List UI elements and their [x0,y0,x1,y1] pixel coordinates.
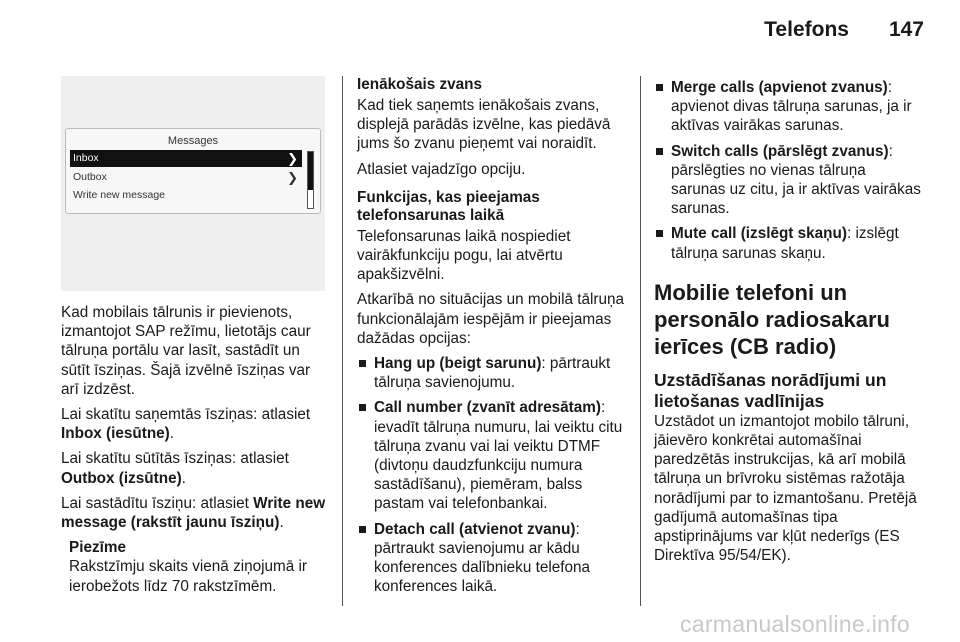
note-text: Rakstzīmju skaits vienā ziņojumā ir ierobežots līdz 70 rakstzīmēm. [69,558,308,595]
call-options-list [357,354,627,596]
menu-item-write-new-message: Write new message [73,189,166,201]
heading-installation-guidelines: Uzstādīšanas norādījumi un lietošanas vadlīnijas [654,369,887,411]
section-title: Telefons [764,18,849,41]
paragraph-incoming-call: Kad tiek saņemts ienākošais zvans, displejā parādās izvēlne, kas piedāvā jums šo zvanu pieņemt vai noraidīt. [357,97,611,153]
menu-item-inbox: Inbox ❯ [70,150,302,167]
note-title: Piezīme [69,539,126,557]
page-header [764,18,924,48]
bullet-square-icon [656,148,663,155]
paragraph-installation: Uzstādot un izmantojot mobilo tālruni, jāievēro konkrētai automašīnai paredzētās instrukcijas, kā arī mobilā tālruņa un brīvroku sistēmas ražotāja norādījumi par to izmantošanu. Pretējā gadījumā automašīnas tipa apstiprinājums var kļūt nederīgs (ES Direktīva 95/54/EK). [654,412,917,565]
bullet-square-icon [359,526,366,533]
bullet-square-icon [359,360,366,367]
list-item: Mute call (izslēgt skaņu): izslēgt tālruņa sarunas skaņu. [654,224,924,262]
note-block [61,538,331,596]
messages-menu-title: Messages [167,135,219,147]
column-divider [342,76,343,606]
bullet-square-icon [359,404,366,411]
list-item: Call number (zvanīt adresātam): ievadīt tālruņa numuru, lai veiktu citu tālruņa zvanu vai lai veiktu DTMF (divtoņu daudzfunkciju numura sastādīšanu), piemēram, balss pastam vai telefonbankai. [357,398,627,513]
heading-incoming-call: Ienākošais zvans [357,76,482,93]
paragraph-inbox: Lai skatītu saņemtās īsziņas: atlasiet Inbox (iesūtne). [61,406,311,443]
paragraph-sap-intro: Kad mobilais tālrunis ir pievienots, izmantojot SAP režīmu, lietotājs caur tālruņa portālu var lasīt, sastādīt un sūtīt īsziņas. Šajā izvēlnē īsziņas var arī izdzēst. [61,304,311,398]
paragraph-call-functions: Telefonsarunas laikā nospiediet vairākfunkciju pogu, lai atvērtu apakšizvēlni. [357,227,571,284]
heading-call-functions: Funkcijas, kas pieejamas telefonsarunas laikā [357,188,540,224]
list-item: Hang up (beigt sarunu): pārtraukt tālruņa savienojumu. [357,354,627,392]
paragraph-options: Atkarībā no situācijas un mobilā tālruņa funkcionālajām iespējām ir pieejamas dažādas opcijas: [357,291,624,347]
chevron-right-icon: ❯ [287,151,298,166]
paragraph-write-message: Lai sastādītu īsziņu: atlasiet Write new message (rakstīt jaunu īsziņu). [61,494,326,532]
column-right [654,76,924,571]
list-item: Merge calls (apvienot zvanus): apvienot divas tālruņa sarunas, ja ir aktīvas vairākas sarunas. [654,78,924,136]
display-screenshot [61,76,325,291]
column-middle [357,76,627,602]
menu-scrollbar [307,151,314,209]
paragraph-outbox: Lai skatītu sūtītās īsziņas: atlasiet Outbox (izsūtne). [61,450,289,487]
paragraph-select-option: Atlasiet vajadzīgo opciju. [357,160,526,178]
column-left [61,76,331,596]
column-divider [640,76,641,606]
list-item: Switch calls (pārslēgt zvanus): pārslēgties no vienas tālruņa sarunas uz citu, ja ir aktīvas vairākas sarunas. [654,142,924,219]
bullet-square-icon [656,230,663,237]
chevron-right-icon: ❯ [287,170,298,185]
bullet-square-icon [656,84,663,91]
page-number: 147 [888,18,924,41]
scrollbar-thumb [308,152,313,190]
watermark: carmanualsonline.info [679,611,910,637]
list-item: Detach call (atvienot zvanu): pārtraukt savienojumu ar kādu konferences dalībnieku telefona konferences laikā. [357,520,627,597]
call-options-list-continued [654,78,924,263]
messages-menu [65,128,321,214]
menu-item-outbox: Outbox ❯ [73,170,298,185]
heading-mobile-phones-cb: Mobilie telefoni un personālo radiosakaru ierīces (CB radio) [654,279,890,359]
